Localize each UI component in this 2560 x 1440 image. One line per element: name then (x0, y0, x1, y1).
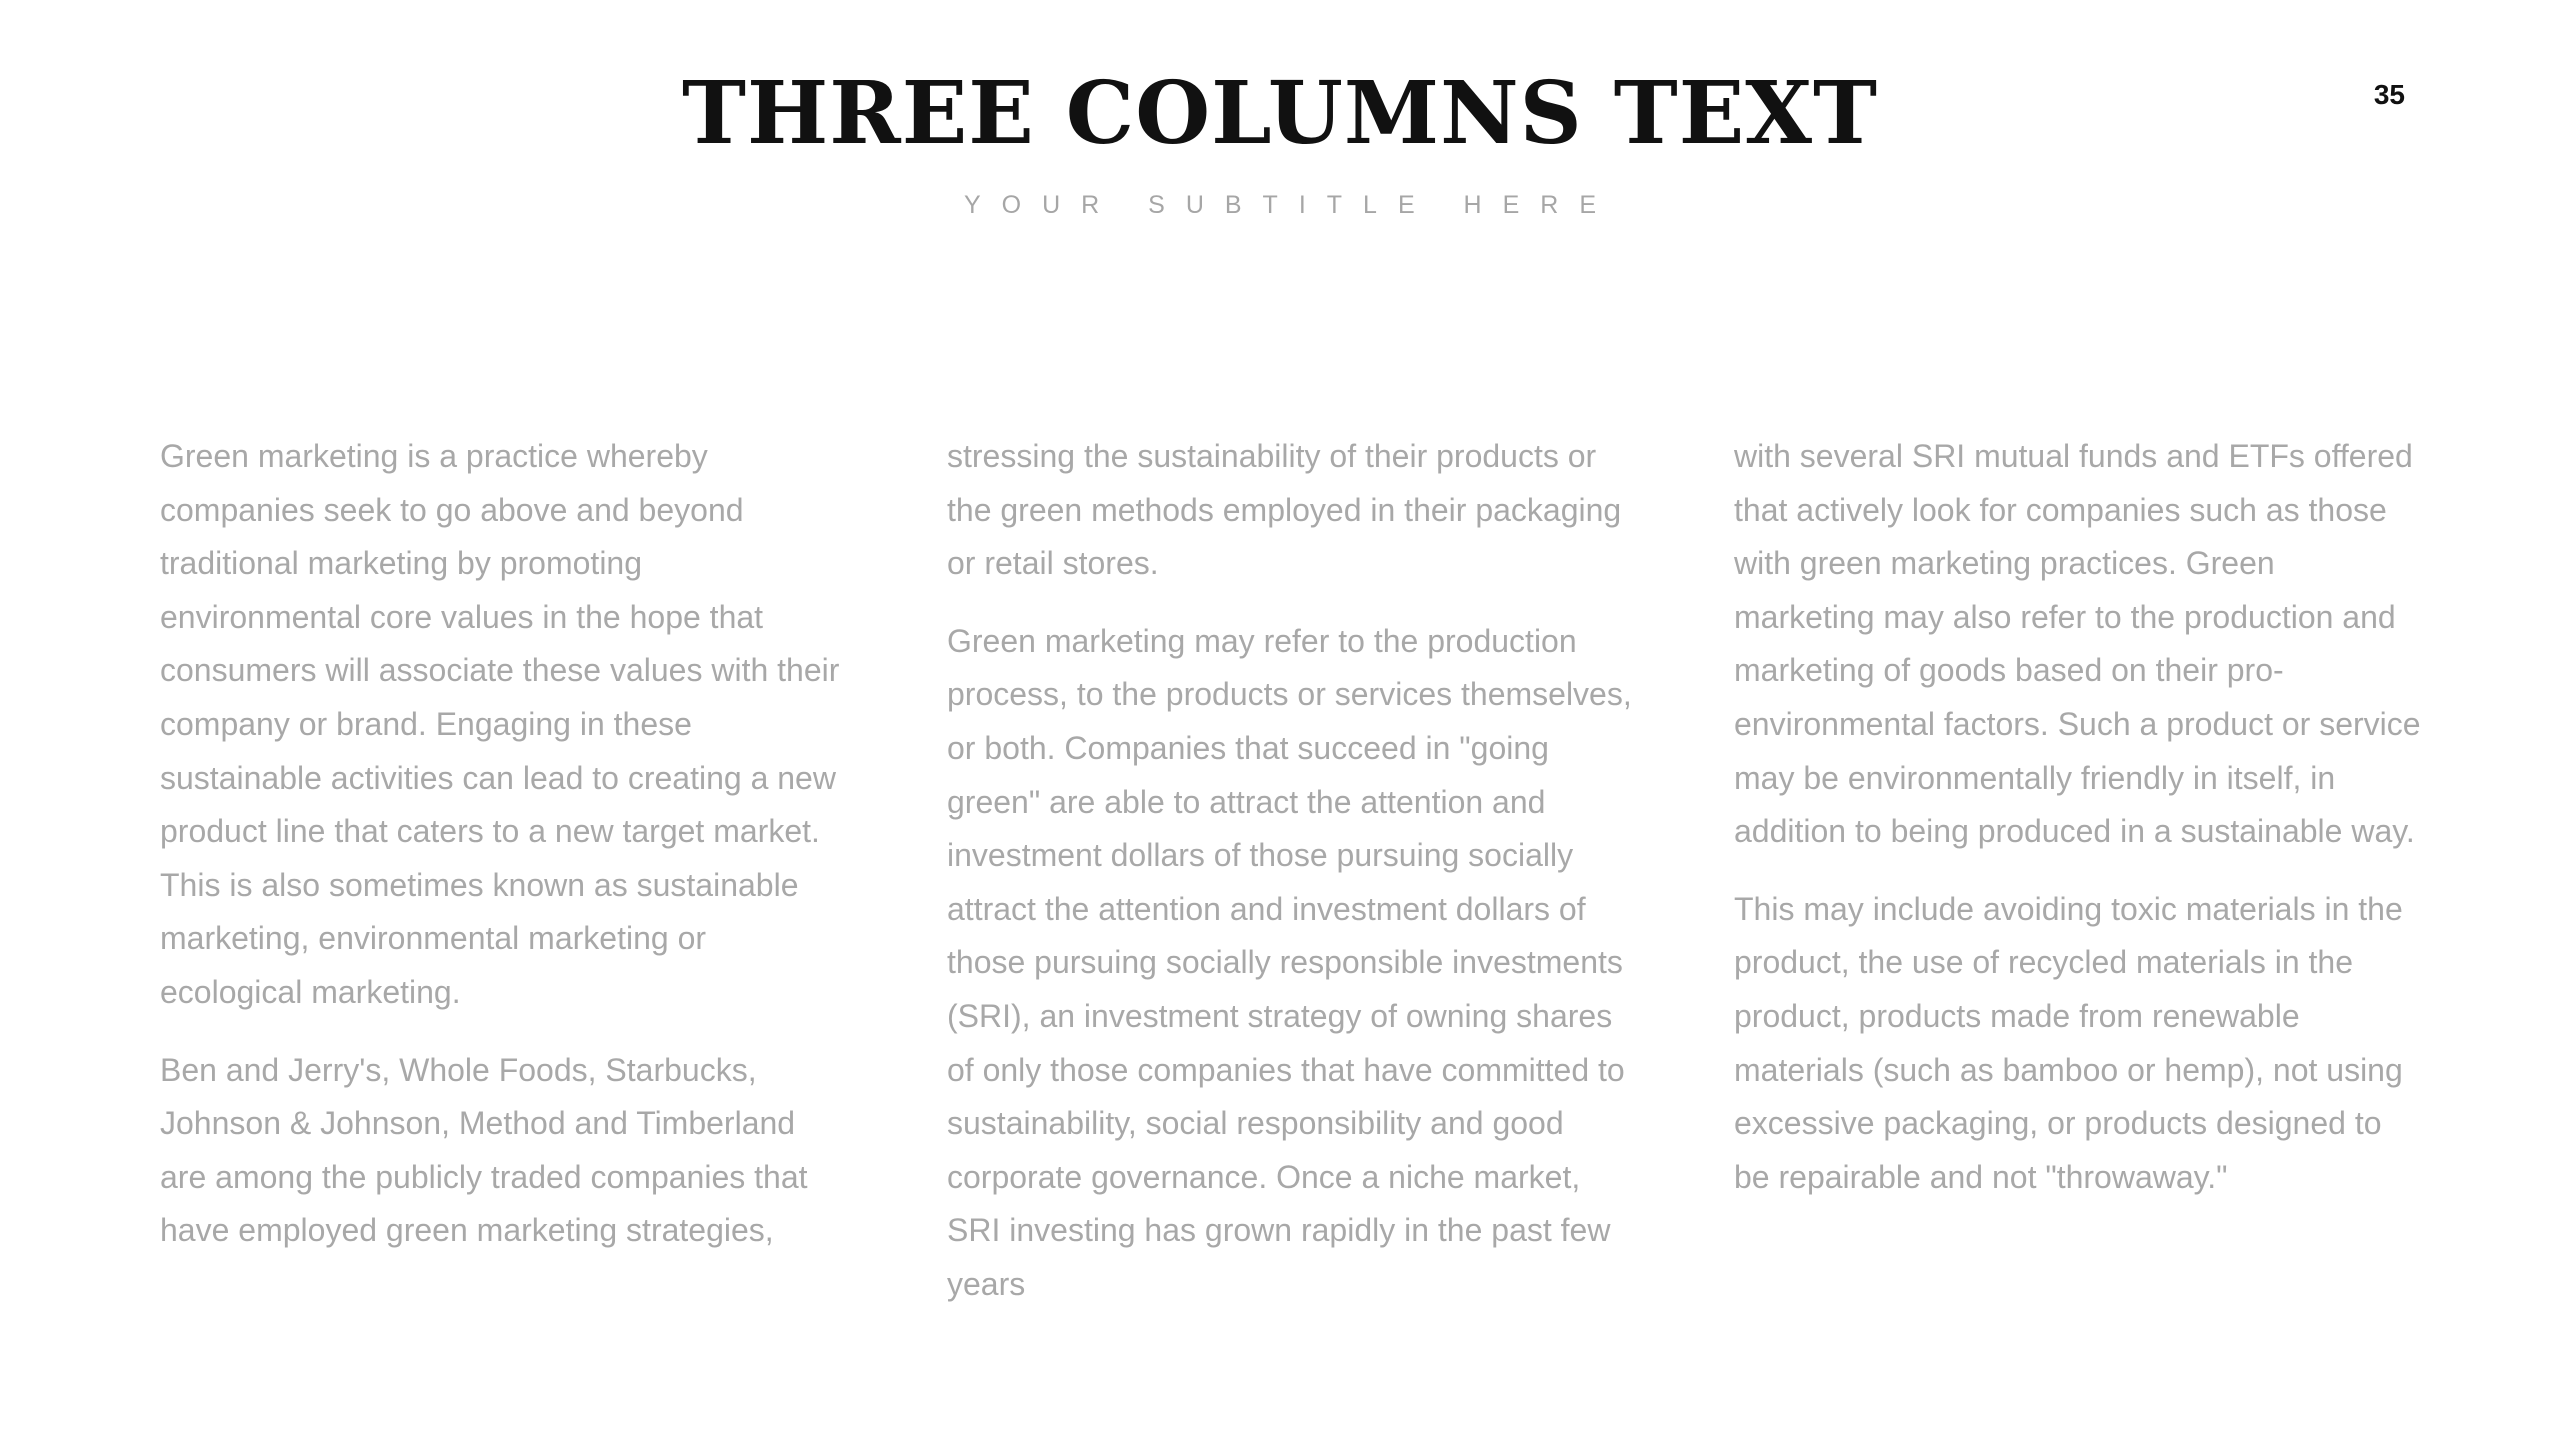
column-1-paragraph-2: Ben and Jerry's, Whole Foods, Starbucks, Johnson & Johnson, Method and Timberland are among the publicly traded companies that have employed green marketing strategies, (160, 1051, 808, 1249)
column-3-paragraph-1: with several SRI mutual funds and ETFs offered that actively look for companies such as those with green marketing practices. Green marketing may also refer to the production and marketing of goods based on their pro-environmental factors. Such a product or service may be environmentally friendly in itself, in addition to being produced in a sustainable way. (1734, 438, 2421, 850)
slide-title: THREE COLUMNS TEXT (681, 63, 1878, 164)
text-column-1 (160, 430, 850, 1282)
column-1-paragraph-1: Green marketing is a practice whereby companies seek to go above and beyond traditional marketing by promoting environmental core values in the hope that consumers will associate these values with their company or brand. Engaging in these sustainable activities can lead to creating a new product line that caters to a new target market. This is also sometimes known as sustainable marketing, environmental marketing or ecological marketing. (160, 438, 840, 1010)
text-column-2 (947, 430, 1637, 1336)
page-number: 35 (2373, 79, 2405, 110)
slide-subtitle: YOUR SUBTITLE HERE (963, 191, 1618, 219)
column-2-paragraph-2: Green marketing may refer to the production process, to the products or services themselves, or both. Companies that succeed in "going green" are able to attract the attention and investment dollars of those pursuing socially attract the attention and investment dollars of those pursuing socially responsible investments (SRI), an investment strategy of owning shares of only those companies that have committed to sustainability, social responsibility and good corporate governance. Once a niche market, SRI investing has grown rapidly in the past few years (947, 622, 1632, 1302)
column-2-paragraph-1: stressing the sustainability of their products or the green methods employed in their packaging or retail stores. (947, 438, 1622, 582)
column-3-paragraph-2: This may include avoiding toxic materials in the product, the use of recycled materials in the product, products made from renewable materials (such as bamboo or hemp), not using excessive packaging, or products designed to be repairable and not "throwaway." (1734, 890, 2403, 1195)
text-column-3 (1734, 430, 2424, 1228)
